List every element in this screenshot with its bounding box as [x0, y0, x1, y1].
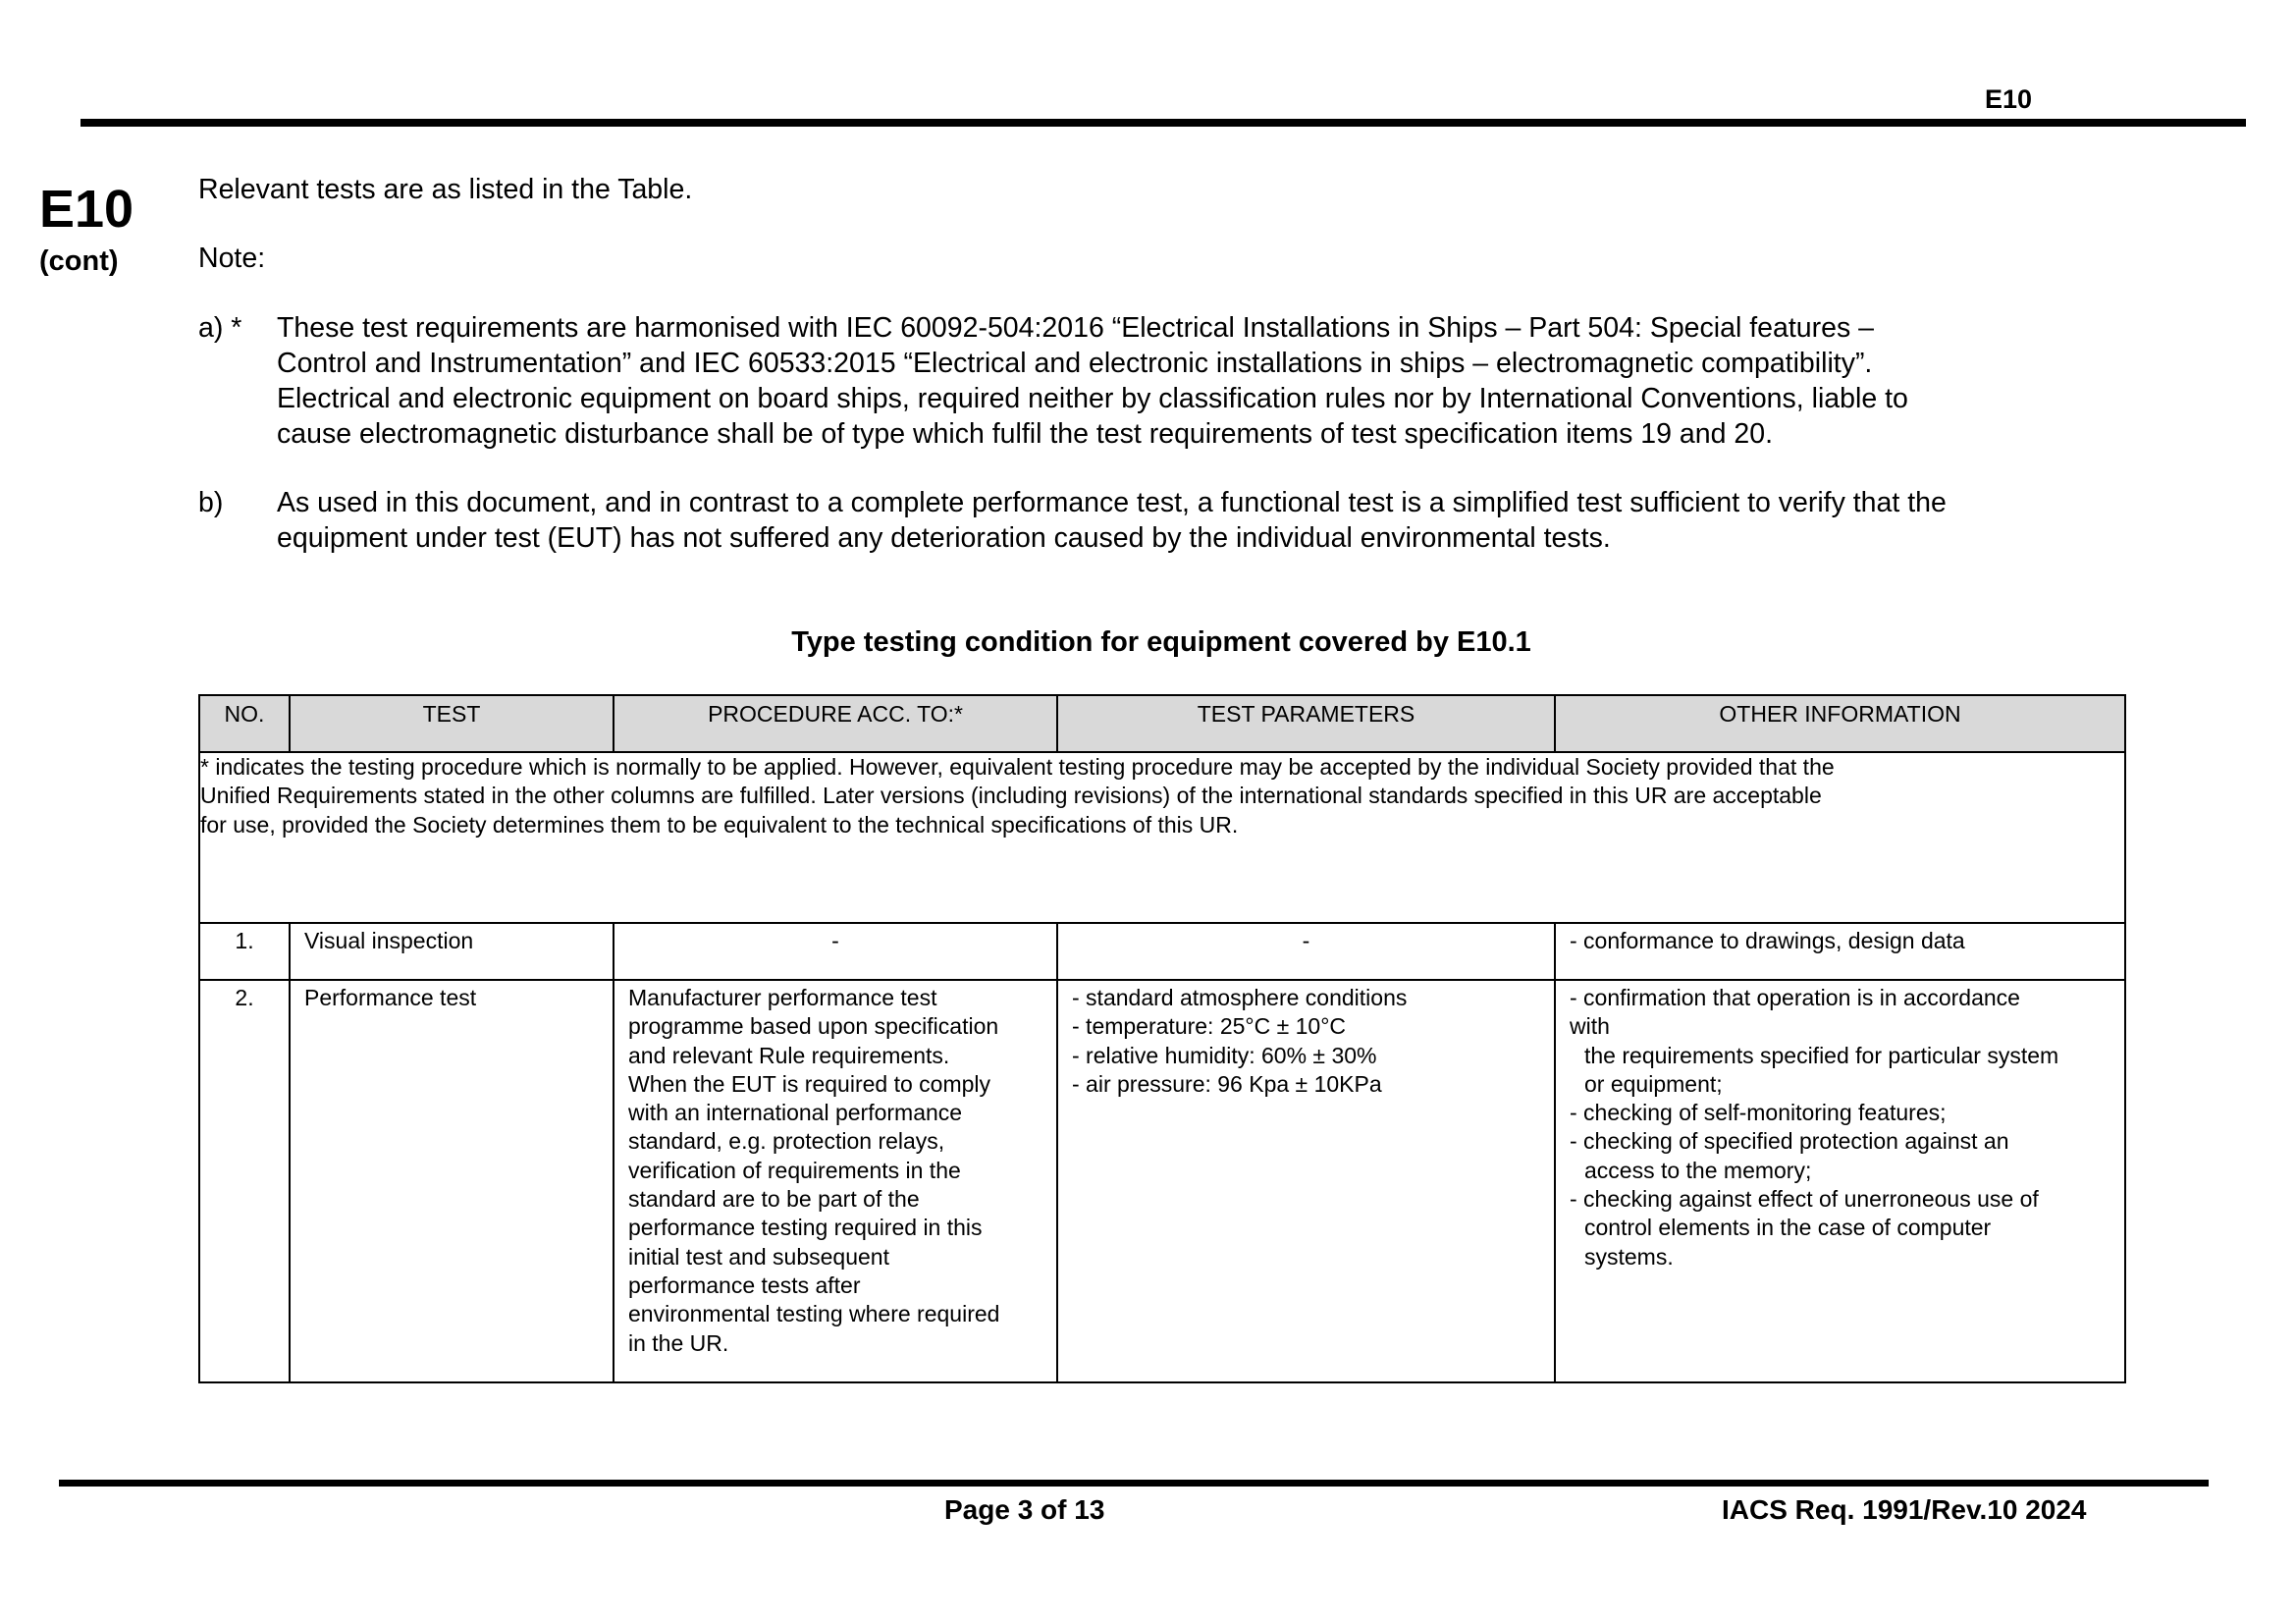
procedure-line: initial test and subsequent	[628, 1243, 889, 1270]
note-a-line: These test requirements are harmonised with IEC 60092-504:2016 “Electrical Installations in Ships – Part 504: Special features –	[277, 312, 1874, 344]
parameters-text: -	[1302, 928, 1310, 953]
table-footnote-row	[199, 752, 2125, 923]
procedure-line: standard are to be part of the	[628, 1186, 920, 1213]
parameter-line: - temperature: 25°C ± 10°C	[1072, 1013, 1347, 1040]
other-info-text: - conformance to drawings, design data	[1570, 928, 1965, 953]
table-header-row	[199, 695, 2125, 752]
footnote-line: for use, provided the Society determines them to be equivalent to the technical specifications of this UR.	[200, 811, 1239, 838]
cell-no	[199, 923, 290, 980]
table-footnote	[199, 752, 2125, 923]
table-row	[199, 923, 2125, 980]
parameter-line: - air pressure: 96 Kpa ± 10KPa	[1072, 1070, 1382, 1097]
cell-test	[290, 923, 614, 980]
procedure-line: environmental testing where required	[628, 1301, 1000, 1327]
footnote-line: * indicates the testing procedure which is normally to be applied. However, equivalent testing procedure may be accepted by the individual Society provided that the	[200, 754, 1835, 780]
procedure-line: in the UR.	[628, 1329, 729, 1356]
row-number: 2.	[235, 985, 254, 1010]
procedure-line: performance tests after	[628, 1271, 861, 1298]
other-info-line: - confirmation that operation is in accordance	[1570, 985, 2020, 1010]
cell-procedure	[614, 980, 1057, 1382]
procedure-line: Manufacturer performance test	[628, 985, 937, 1010]
cell-other	[1555, 923, 2125, 980]
note-b-body	[277, 485, 2122, 556]
note-b-label: b)	[198, 487, 224, 518]
footnote-line: Unified Requirements stated in the other columns are fulfilled. Later versions (including revisions) of the international standards specified in this UR are acceptable	[200, 783, 1822, 809]
column-header-other-information: OTHER INFORMATION	[1555, 695, 2125, 752]
other-info-line: systems.	[1584, 1243, 1674, 1270]
other-info-line: - checking of self-monitoring features;	[1570, 1100, 1947, 1126]
table-row	[199, 980, 2125, 1382]
other-info-line: the requirements specified for particular system	[1584, 1042, 2059, 1068]
other-info-line: - checking against effect of unerroneous use of	[1570, 1186, 2039, 1213]
test-conditions-table	[198, 694, 2126, 1383]
procedure-line: programme based upon specification	[628, 1013, 999, 1040]
cell-test	[290, 980, 614, 1382]
parameters-text	[1058, 981, 1554, 1103]
intro-paragraph: Relevant tests are as listed in the Table.	[198, 174, 693, 205]
procedure-text: -	[831, 928, 839, 953]
note-b-line: equipment under test (EUT) has not suffered any deterioration caused by the individual environmental tests.	[277, 522, 1611, 554]
row-number: 1.	[235, 928, 254, 953]
cell-parameters	[1057, 923, 1555, 980]
column-header-parameters: TEST PARAMETERS	[1057, 695, 1555, 752]
procedure-line: When the EUT is required to comply	[628, 1070, 991, 1097]
note-a-body	[277, 310, 2122, 452]
other-info-line: or equipment;	[1584, 1070, 1723, 1097]
other-info-line: with	[1570, 1013, 1610, 1040]
note-heading: Note:	[198, 243, 266, 274]
column-header-test: TEST	[290, 695, 614, 752]
note-a-line: Electrical and electronic equipment on board ships, required neither by classification rules nor by International Conventions, liable to	[277, 383, 1908, 414]
section-continued-label: (cont)	[39, 245, 119, 277]
note-b-line: As used in this document, and in contrast to a complete performance test, a functional test is a simplified test sufficient to verify that the	[277, 487, 1947, 518]
document-reference: IACS Req. 1991/Rev.10 2024	[1722, 1494, 2087, 1525]
cell-procedure	[614, 923, 1057, 980]
column-header-no: NO.	[199, 695, 290, 752]
procedure-text	[614, 981, 1056, 1362]
note-a-line: cause electromagnetic disturbance shall be of type which fulfil the test requirements of test specification items 19 and 20.	[277, 418, 1773, 450]
procedure-line: verification of requirements in the	[628, 1157, 961, 1183]
procedure-line: performance testing required in this	[628, 1215, 983, 1241]
section-code: E10	[39, 180, 134, 239]
note-a-label: a) *	[198, 312, 242, 344]
column-header-procedure: PROCEDURE ACC. TO:*	[614, 695, 1057, 752]
test-name: Performance test	[304, 985, 477, 1010]
cell-no	[199, 980, 290, 1382]
procedure-line: with an international performance	[628, 1100, 963, 1126]
cell-other	[1555, 980, 2125, 1382]
other-info-line: - checking of specified protection against an	[1570, 1128, 2009, 1155]
page-header-code: E10	[1985, 84, 2033, 114]
procedure-line: standard, e.g. protection relays,	[628, 1128, 945, 1155]
other-info-text	[1556, 981, 2124, 1275]
parameter-line: - relative humidity: 60% ± 30%	[1072, 1042, 1377, 1068]
parameter-line: - standard atmosphere conditions	[1072, 985, 1408, 1010]
other-info-line: access to the memory;	[1584, 1157, 1812, 1183]
procedure-line: and relevant Rule requirements.	[628, 1042, 950, 1068]
table-title: Type testing condition for equipment covered by E10.1	[791, 626, 1531, 658]
page-number: Page 3 of 13	[944, 1494, 1105, 1525]
test-name: Visual inspection	[304, 928, 474, 953]
footer-rule	[59, 1480, 2209, 1487]
other-info-line: control elements in the case of computer	[1584, 1215, 1992, 1241]
note-a-line: Control and Instrumentation” and IEC 60533:2015 “Electrical and electronic installations in ships – electromagnetic compatibility”.	[277, 348, 1873, 379]
cell-parameters	[1057, 980, 1555, 1382]
header-rule	[80, 119, 2246, 127]
